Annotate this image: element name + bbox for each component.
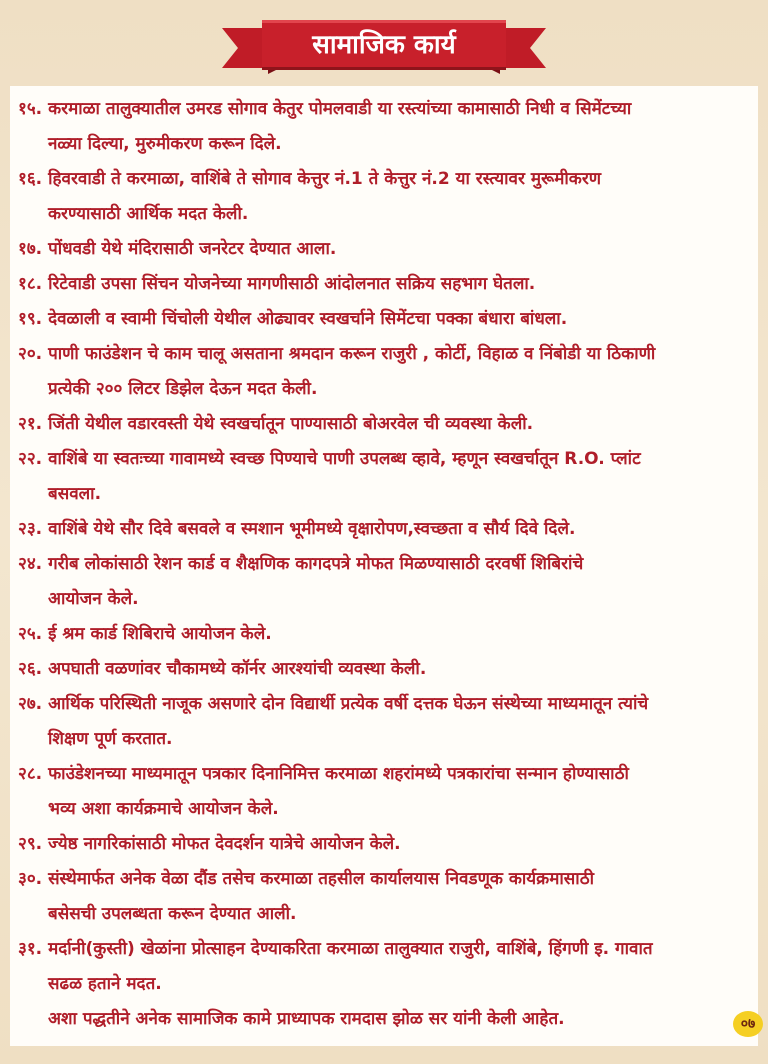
item-number: १६. <box>18 169 43 189</box>
list-item <box>18 407 748 442</box>
item-number: १८. <box>18 274 43 294</box>
list-item <box>18 862 748 932</box>
item-continuation: करण्यासाठी आर्थिक मदत केली. <box>48 204 249 224</box>
item-text: ज्येष्ठ नागरिकांसाठी मोफत देवदर्शन यात्रेचे आयोजन केले. <box>48 834 401 854</box>
item-text: देवळाली व स्वामी चिंचोली येथील ओढ्यावर स्वखर्चाने सिमेंटचा पक्का बंधारा बांधला. <box>48 309 568 329</box>
list-item <box>18 302 748 337</box>
list-item <box>18 757 748 827</box>
item-continuation: आयोजन केले. <box>48 589 139 609</box>
item-number: २१. <box>18 414 43 434</box>
item-continuation: बसेसची उपलब्धता करून देण्यात आली. <box>48 904 297 924</box>
item-number: २७. <box>18 694 43 714</box>
item-text: मर्दानी(कुस्ती) खेळांना प्रोत्साहन देण्याकरिता करमाळा तालुक्यात राजुरी, वाशिंबे, हिंगणी इ. गावात <box>48 939 653 959</box>
item-continuation: नळ्या दिल्या, मुरुमीकरण करून दिले. <box>48 134 282 154</box>
list-item <box>18 512 748 547</box>
item-continuation: सढळ हताने मदत. <box>48 974 162 994</box>
item-continuation: भव्य अशा कार्यक्रमाचे आयोजन केले. <box>48 799 279 819</box>
list-item <box>18 547 748 617</box>
item-number: २२. <box>18 449 43 469</box>
item-number: १५. <box>18 99 43 119</box>
item-number: ३१. <box>18 939 43 959</box>
list-item <box>18 932 748 1002</box>
item-number: २३. <box>18 519 43 539</box>
list-item <box>18 92 748 162</box>
item-number: २९. <box>18 834 43 854</box>
item-number: ३०. <box>18 869 43 889</box>
item-number: २०. <box>18 344 43 364</box>
item-text: ई श्रम कार्ड शिबिराचे आयोजन केले. <box>48 624 272 644</box>
item-continuation: बसवला. <box>48 484 102 504</box>
list-item <box>18 232 748 267</box>
item-text: जिंती येथील वडारवस्ती येथे स्वखर्चातून पाण्यासाठी बोअरवेल ची व्यवस्था केली. <box>48 414 534 434</box>
list-item <box>18 162 748 232</box>
item-text: आर्थिक परिस्थिती नाजूक असणारे दोन विद्यार्थी प्रत्येक वर्षी दत्तक घेऊन संस्थेच्या माध्यमातून त्यांचे <box>48 694 649 714</box>
item-text: पाणी फाउंडेशन चे काम चालू असताना श्रमदान करून राजुरी , कोर्टी, विहाळ व निंबोडी या ठिकाणी <box>48 344 656 364</box>
page-title: सामाजिक कार्य <box>312 30 456 60</box>
list-item <box>18 442 748 512</box>
list-item <box>18 827 748 862</box>
item-text: रिटेवाडी उपसा सिंचन योजनेच्या मागणीसाठी आंदोलनात सक्रिय सहभाग घेतला. <box>48 274 536 294</box>
item-number: २८. <box>18 764 43 784</box>
item-number: २६. <box>18 659 43 679</box>
item-text: संस्थेमार्फत अनेक वेळा दौंड तसेच करमाळा तहसील कार्यालयास निवडणूक कार्यक्रमासाठी <box>48 869 594 889</box>
item-number: २५. <box>18 624 43 644</box>
item-number: १९. <box>18 309 43 329</box>
item-text: करमाळा तालुक्यातील उमरड सोगाव केतुर पोमलवाडी या रस्त्यांच्या कामासाठी निधी व सिमेंटच्या <box>48 99 632 119</box>
title-banner <box>222 16 546 78</box>
item-text: वाशिंबे या स्वतःच्या गावामध्ये स्वच्छ पिण्याचे पाणी उपलब्ध व्हावे, म्हणून स्वखर्चातून R.O. प्लांट <box>48 449 641 469</box>
list-item <box>18 652 748 687</box>
item-text: वाशिंबे येथे सौर दिवे बसवले व स्मशान भूमीमध्ये वृक्षारोपण,स्वच्छता व सौर्य दिवे दिले. <box>48 519 576 539</box>
list-item <box>18 267 748 302</box>
item-text: पोंधवडी येथे मंदिरासाठी जनरेटर देण्यात आला. <box>48 239 337 259</box>
page-number-badge: ०७ <box>733 1011 763 1037</box>
activity-list <box>18 92 748 1037</box>
list-item <box>18 687 748 757</box>
item-text: अपघाती वळणांवर चौकामध्ये कॉर्नर आरश्यांची व्यवस्था केली. <box>48 659 427 679</box>
item-continuation: प्रत्येकी २०० लिटर डिझेल देऊन मदत केली. <box>48 379 318 399</box>
item-number: २४. <box>18 554 43 574</box>
list-item <box>18 337 748 407</box>
item-text: फाउंडेशनच्या माध्यमातून पत्रकार दिनानिमित्त करमाळा शहरांमध्ये पत्रकारांचा सन्मान होण्यासाठी <box>48 764 629 784</box>
item-text: हिवरवाडी ते करमाळा, वाशिंबे ते सोगाव केत्तुर नं.1 ते केत्तुर नं.2 या रस्त्यावर मुरूमीकरण <box>48 169 602 189</box>
list-item <box>18 617 748 652</box>
closing-statement: अशा पद्धतीने अनेक सामाजिक कामे प्राध्यापक रामदास झोळ सर यांनी केली आहेत. <box>48 1009 565 1029</box>
item-text: गरीब लोकांसाठी रेशन कार्ड व शैक्षणिक कागदपत्रे मोफत मिळण्यासाठी दरवर्षी शिबिरांचे <box>48 554 584 574</box>
item-number: १७. <box>18 239 43 259</box>
item-continuation: शिक्षण पूर्ण करतात. <box>48 729 173 749</box>
